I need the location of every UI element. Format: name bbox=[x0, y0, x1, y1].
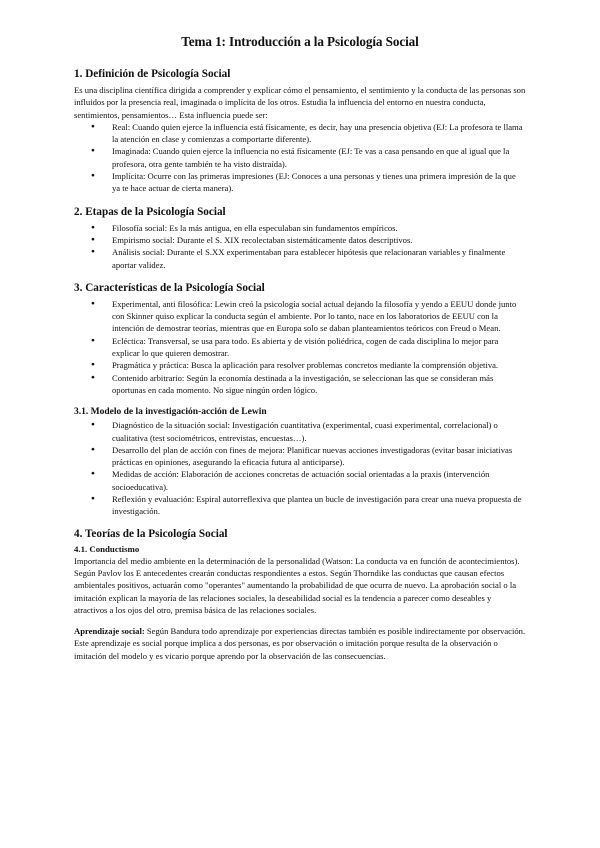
section-lewin-model bbox=[74, 407, 526, 517]
list-item: ● Filosofía social: Es la más antigua, en ella especulaban sin fundamentos empíricos. bbox=[74, 222, 526, 234]
section-paragraph bbox=[74, 625, 526, 662]
section-heading: 3. Características de la Psicología Social bbox=[74, 281, 265, 294]
section-definition bbox=[74, 68, 526, 195]
bullet-list bbox=[74, 298, 526, 396]
section-heading: 4. Teorías de la Psicología Social bbox=[74, 527, 228, 540]
section-heading: 2. Etapas de la Psicología Social bbox=[74, 205, 226, 218]
list-item: ● Empirismo social: Durante el S. XIX recolectaban sistemáticamente datos descriptivos. bbox=[74, 234, 526, 246]
term-label: Aprendizaje social: bbox=[74, 626, 145, 637]
list-item: ● Desarrollo del plan de acción con fines de mejora: Planificar nuevas acciones investigadoras (evitar basar iniciativas prácticas en opiniones, asegurando la eficacia futura al anticiparse). bbox=[74, 444, 526, 469]
list-item: ● Ecléctica: Transversal, se usa para todo. Es abierta y de visión poliédrica, cogen de cada disciplina lo mejor para explicar lo que quieren demostrar. bbox=[74, 335, 526, 360]
section-theories bbox=[74, 528, 526, 662]
section-stages bbox=[74, 206, 526, 271]
list-item: ● Medidas de acción: Elaboración de acciones concretas de actuación social orientadas a la praxis (intervención socioeducativa). bbox=[74, 468, 526, 493]
section-paragraph: Importancia del medio ambiente en la determinación de la personalidad (Watson: La conducta va en función de acontecimientos). Según Pavlov los E antecedentes crearán conductas respondientes a estos. Según Thorndike las conductas que causan efectos ambientales positivos, actuarán como "operantes" aumentando la probabilidad de que ocurra de nuevo. La aprobación social o la imitación explican la mayoría de las relaciones sociales, la deseabilidad social es la tendencia a parecer como deseables y atractivos a los ojos del otro, premisa básica de las relaciones sociales. bbox=[74, 555, 520, 615]
document-title: Tema 1: Introducción a la Psicología Social bbox=[181, 34, 419, 49]
list-item: ● Imaginada: Cuando quien ejerce la influencia no está físicamente (EJ: Te vas a casa pensando en que al igual que la profesora, otra gente también te ha visto distraída). bbox=[74, 145, 526, 170]
bullet-list bbox=[74, 419, 526, 517]
bullet-list bbox=[74, 222, 526, 271]
list-item: ● Experimental, anti filosófica: Lewin creó la psicología social actual dejando la filosofía y yendo a EEUU donde junto con Skinner quiso explicar la conducta según el ambiente. Por lo tanto, nace en los laboratorios de EEUU con la intención de demostrar teorías, mientras que en Europa solo se daban planteamientos teóricos con Freud o Mean. bbox=[74, 298, 526, 335]
term-text: Según Bandura todo aprendizaje por experiencias directas también es posible indirectamente por observación. Este aprendizaje es social porque implica a dos personas, es por observación o imitación porque resulta de la observación o imitación del modelo y es vicario porque aprendo por la observación de las consecuencias. bbox=[74, 626, 526, 661]
list-item: ● Reflexión y evaluación: Espiral autorreflexiva que plantea un bucle de investigación para crear una nueva propuesta de investigación. bbox=[74, 493, 526, 518]
subsection-heading: 3.1. Modelo de la investigación-acción de Lewin bbox=[74, 407, 267, 418]
section-characteristics bbox=[74, 282, 526, 396]
list-item: ● Pragmática y práctica: Busca la aplicación para resolver problemas concretos mediante la comprensión objetiva. bbox=[74, 359, 526, 371]
list-item: ● Real: Cuando quien ejerce la influencia está físicamente, es decir, hay una presencia objetiva (EJ: La profesora te llama la atención en clase y comienzas a comportarte diferente). bbox=[74, 121, 526, 146]
list-item: ● Implícita: Ocurre con las primeras impresiones (EJ: Conoces a una personas y tienes una primera impresión de la que ya te hace actuar de cierta manera). bbox=[74, 170, 526, 195]
section-paragraph: Es una disciplina científica dirigida a comprender y explicar cómo el pensamiento, el sentimiento y la conducta de las personas son influidos por la presencia real, imaginada o implícita de los otros. Estudia la influencia del entorno en nuestra conducta, sentimientos, pensamientos… Esta influencia puede ser: bbox=[74, 85, 526, 120]
list-item: ● Diagnóstico de la situación social: Investigación cuantitativa (experimental, cuasi experimental, correlacional) o cualitativa (test sociométricos, entrevistas, encuestas…). bbox=[74, 419, 526, 444]
list-item: ● Análisis social: Durante el S.XX experimentaban para establecer hipótesis que relacionaran variables y finalmente aportar validez. bbox=[74, 246, 526, 271]
bullet-list bbox=[74, 121, 526, 195]
section-heading: 1. Definición de Psicología Social bbox=[74, 68, 231, 80]
list-item: ● Contenido arbitrario: Según la economía destinada a la investigación, se seleccionan las que se consideran más oportunas en cada momento. No sigue ningún orden lógico. bbox=[74, 372, 526, 397]
subsection-heading: 4.1. Conductismo bbox=[74, 543, 140, 554]
